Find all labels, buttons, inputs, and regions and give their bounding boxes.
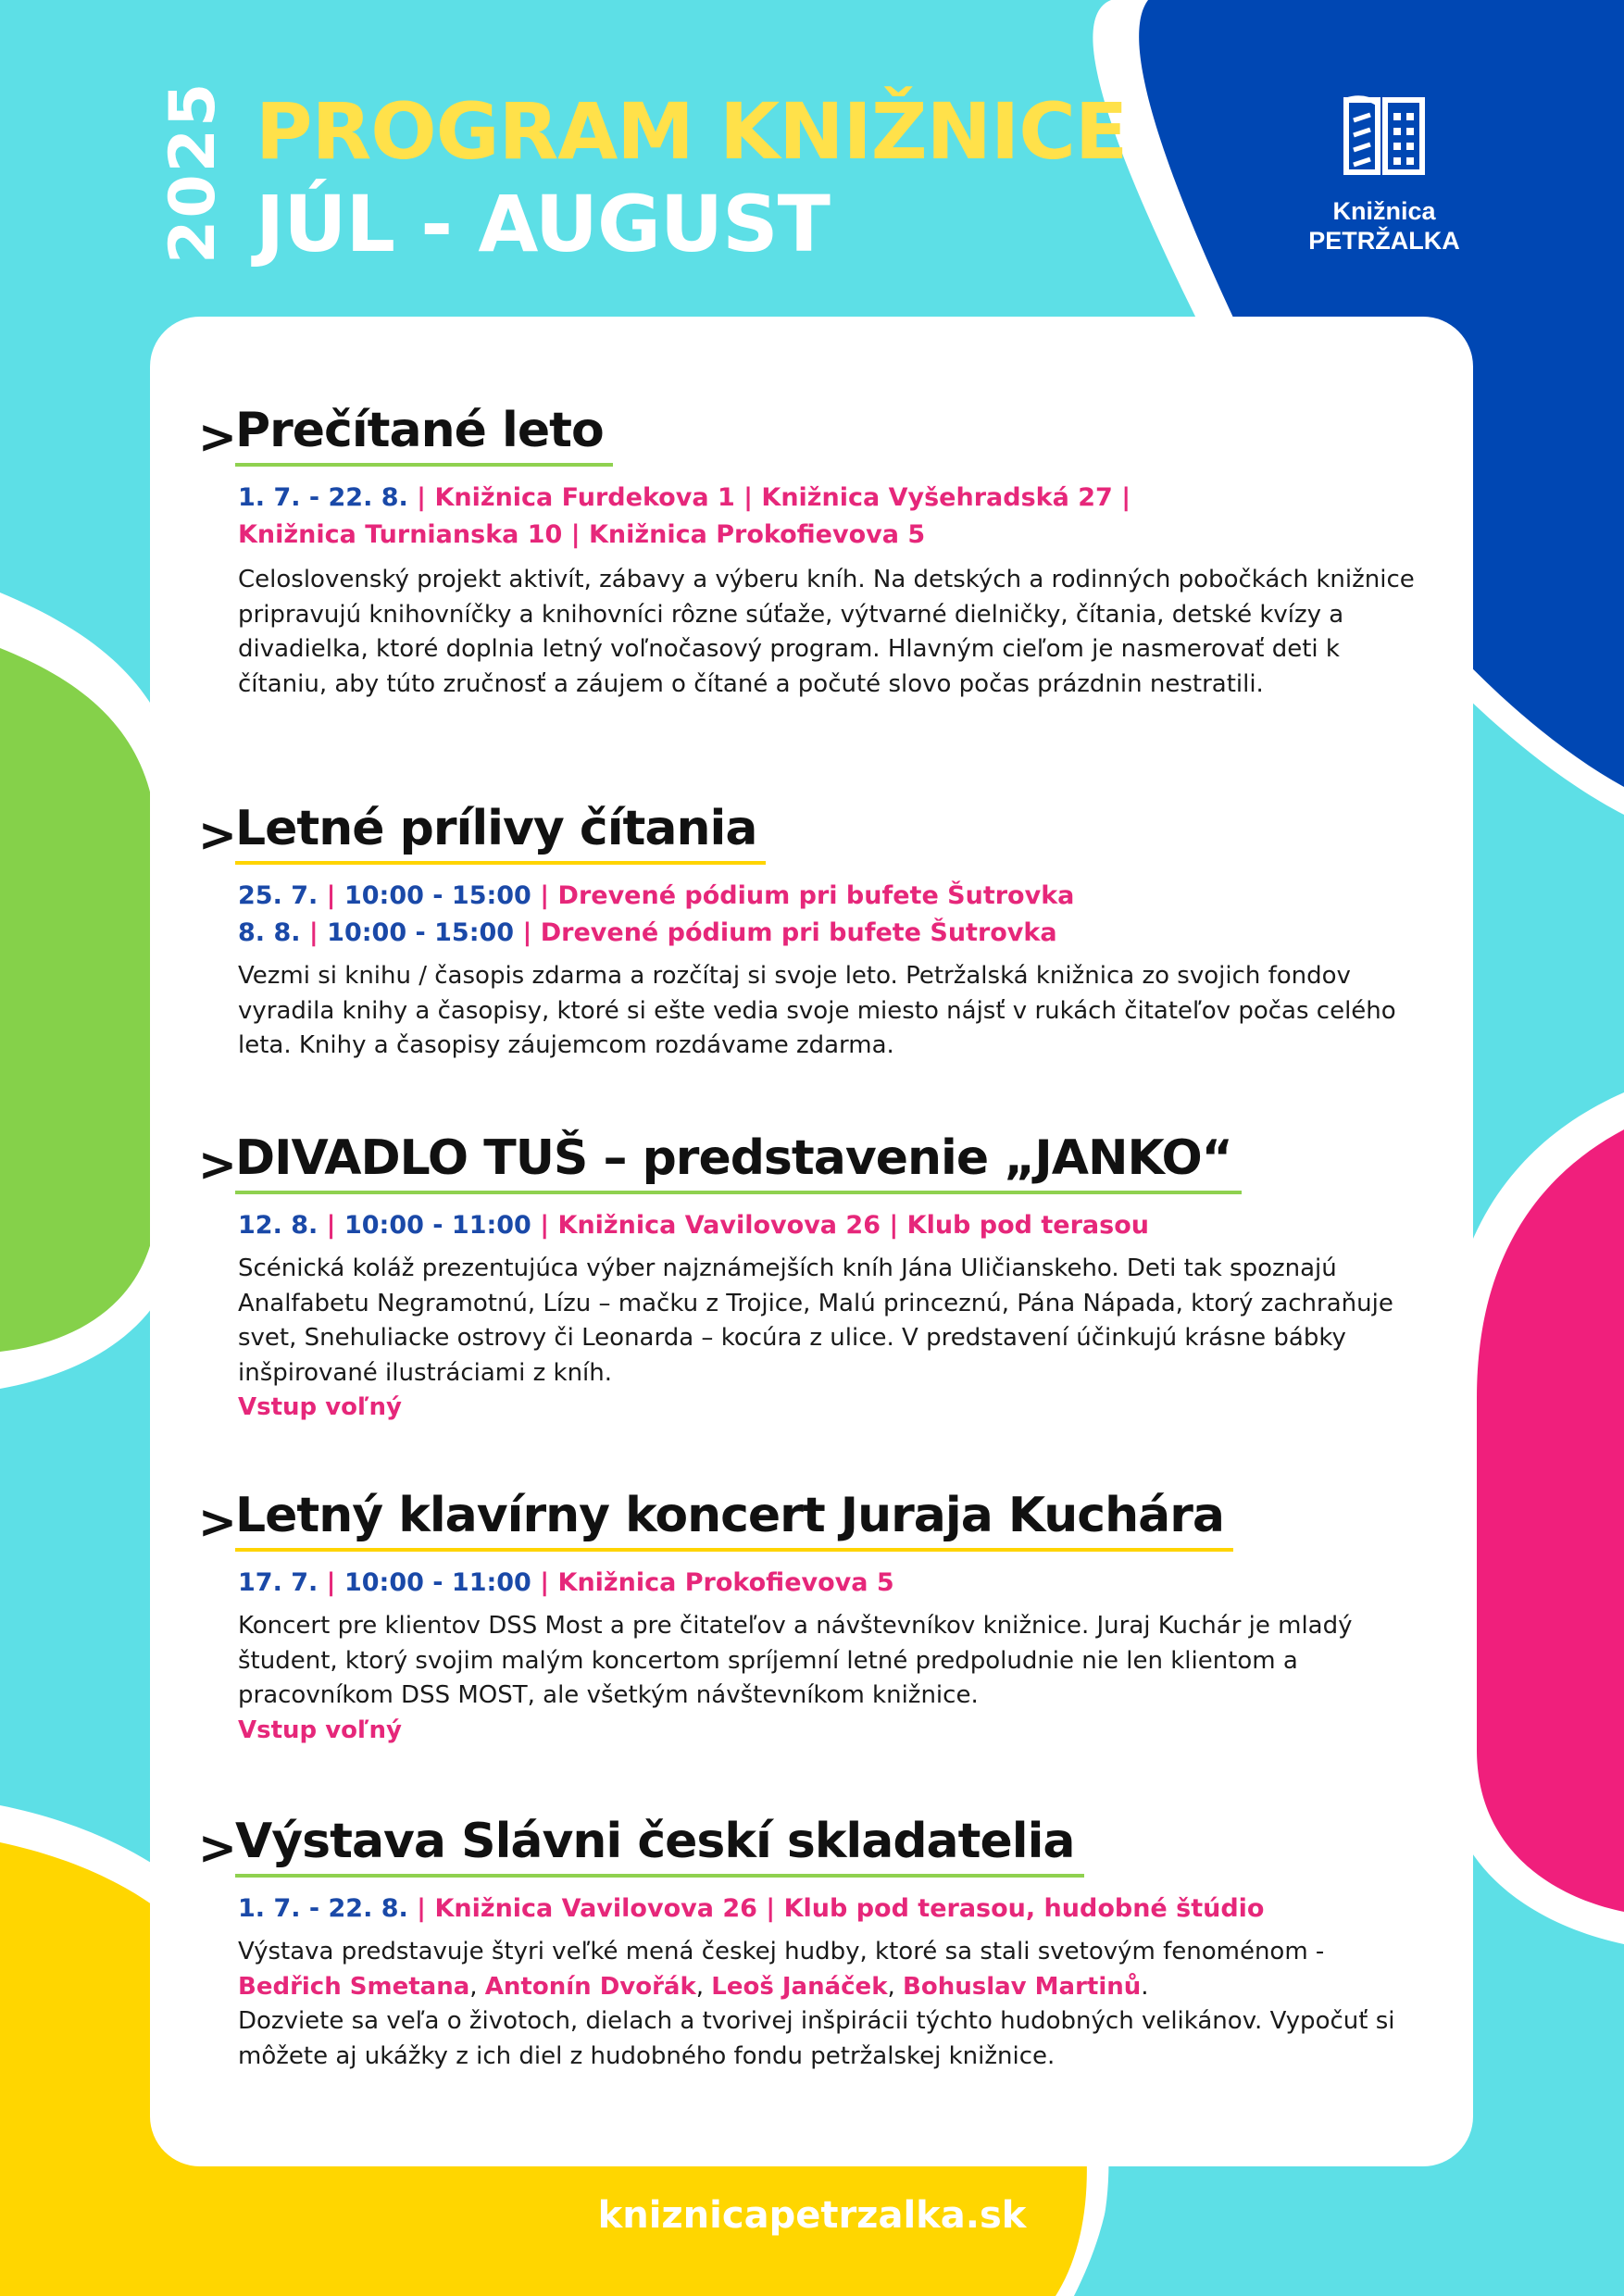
separator: | [514, 918, 541, 947]
event-time: 10:00 - 15:00 [327, 918, 515, 947]
composer-name: Bedřich Smetana [238, 1972, 470, 2001]
event-meta [238, 878, 1405, 952]
composer-name: Leoš Janáček [711, 1972, 888, 2001]
website-link[interactable]: kniznicapetrzalka.sk [597, 2194, 1027, 2237]
event-description: Vezmi si knihu / časopis zdarma a rozčítaj si svoje leto. Petržalská knižnica zo svojich fondov vyradila knihy a časopisy, ktoré si ešte vedia svoje miesto nájsť v rukách čitateľov počas celého leta. Knihy a časopisy záujemcom rozdávame zdarma. [238, 962, 1396, 1059]
program-title: PROGRAM KNIŽNICE [256, 86, 1128, 177]
year-label: 2025 [156, 81, 230, 264]
chevron-right-icon: > [198, 1495, 237, 1549]
event-date: 1. 7. - 22. 8. [238, 483, 408, 512]
comma: , [887, 1972, 904, 2001]
program-card [150, 317, 1473, 2166]
event-description: Scénická koláž prezentujúca výber najznámejších kníh Jána Uličianskeho. Deti tak spoznajú Analfabetu Negramotnú, Lízu – mačku z Trojice, Malú princeznú, Pána Nápada, ktorý zachraňuje svet, Snehuliacke ostrovy či Leonarda – kocúra z ulice. V predstavení účinkujú krásne bábky inšpirované ilustráciami z kníh. [238, 1254, 1393, 1387]
event-heading [198, 1478, 1233, 1552]
event-meta [238, 480, 1405, 554]
separator: | [318, 1211, 344, 1240]
chevron-right-icon: > [198, 410, 237, 464]
composer-list [238, 1970, 1423, 2005]
event-description: Koncert pre klientov DSS Most a pre čitateľov a návštevníkov knižnice. Juraj Kuchár je mladý študent, ktorý svojim malým koncertom spríjemní letné predpoludnie nie len klientom a pracovníkom DSS MOST, ale všetkým návštevníkom knižnice. [238, 1612, 1353, 1709]
event-description: Celoslovenský projekt aktivít, zábavy a výberu kníh. Na detských a rodinných pobočkách knižnice pripravujú knihovníčky a knihovníci rôzne súťaže, výtvarné dielničky, čítania, detské kvízy a divadielka, ktoré doplnia letný voľnočasový program. Hlavným cieľom je nasmerovať deti k čítaniu, aby túto zručnosť a záujem o čítané a počuté slovo počas prázdnin nestratili. [238, 566, 1415, 698]
event-date: 1. 7. - 22. 8. [238, 1894, 408, 1923]
event-title: Letný klavírny koncert Juraja Kuchára [235, 1485, 1233, 1552]
event-heading [198, 791, 766, 865]
library-logo[interactable] [1292, 93, 1477, 256]
comma: , [469, 1972, 485, 2001]
separator: | [407, 483, 435, 512]
composer-name: Bohuslav Martinů [903, 1972, 1142, 2001]
event-description: Dozviete sa veľa o životoch, dielach a tvorivej inšpirácii týchto hudobných velikánov. Vypočuť si môžete aj ukážky z ich diel z hudobného fondu petržalskej knižnice. [238, 2007, 1395, 2070]
separator: | [531, 1568, 558, 1597]
event-description-block [238, 1609, 1423, 1748]
event-meta [238, 1890, 1405, 1928]
separator: | [318, 1568, 344, 1597]
separator: | [300, 918, 328, 947]
event-place: Drevené pódium pri bufete Šutrovka [540, 918, 1057, 947]
comma: , [695, 1972, 712, 2001]
event-time: 10:00 - 11:00 [344, 1211, 531, 1240]
event-date: 8. 8. [238, 918, 301, 947]
separator: | [531, 881, 558, 910]
event-place: Knižnica Furdekova 1 | Knižnica Vyšehradská 27 | [434, 483, 1131, 512]
event-place: Knižnica Prokofievova 5 [557, 1568, 894, 1597]
event-time: 10:00 - 15:00 [344, 881, 531, 910]
event-meta [238, 1565, 1405, 1602]
logo-line2: PETRŽALKA [1308, 227, 1460, 255]
logo-line1: Knižnica [1332, 197, 1436, 225]
program-period: JÚL - AUGUST [256, 179, 830, 269]
event-heading [198, 1803, 1084, 1878]
open-book-icon [1343, 93, 1426, 176]
chevron-right-icon: > [198, 808, 237, 862]
event-description-block [238, 1935, 1423, 2074]
event-date: 17. 7. [238, 1568, 319, 1597]
event-title: DIVADLO TUŠ – predstavenie „JANKO“ [235, 1128, 1242, 1194]
period: . [1141, 1972, 1149, 2001]
composer-name: Antonín Dvořák [484, 1972, 696, 2001]
event-title: Výstava Slávni českí skladatelia [235, 1811, 1084, 1878]
event-place: Drevené pódium pri bufete Šutrovka [557, 881, 1075, 910]
event-place: Knižnica Turnianska 10 | Knižnica Prokofievova 5 [238, 520, 926, 549]
event-description-block [238, 1252, 1423, 1426]
event-place: Knižnica Vavilovova 26 | Klub pod terasou, hudobné štúdio [434, 1894, 1265, 1923]
event-heading [198, 1120, 1242, 1194]
free-entry-note: Vstup voľný [238, 1716, 402, 1744]
event-description: Výstava predstavuje štyri veľké mená českej hudby, ktoré sa stali svetovým fenoménom - [238, 1938, 1325, 1965]
event-heading [198, 393, 613, 467]
event-date: 12. 8. [238, 1211, 319, 1240]
separator: | [531, 1211, 558, 1240]
event-time: 10:00 - 11:00 [344, 1568, 531, 1597]
event-title: Letné prílivy čítania [235, 798, 766, 865]
event-place: Knižnica Vavilovova 26 | Klub pod terasou [557, 1211, 1149, 1240]
event-meta [238, 1207, 1405, 1244]
separator: | [407, 1894, 435, 1923]
event-date: 25. 7. [238, 881, 319, 910]
separator: | [318, 881, 344, 910]
free-entry-note: Vstup voľný [238, 1393, 402, 1421]
event-title: Prečítané leto [235, 400, 613, 467]
chevron-right-icon: > [198, 1821, 237, 1875]
chevron-right-icon: > [198, 1138, 237, 1192]
